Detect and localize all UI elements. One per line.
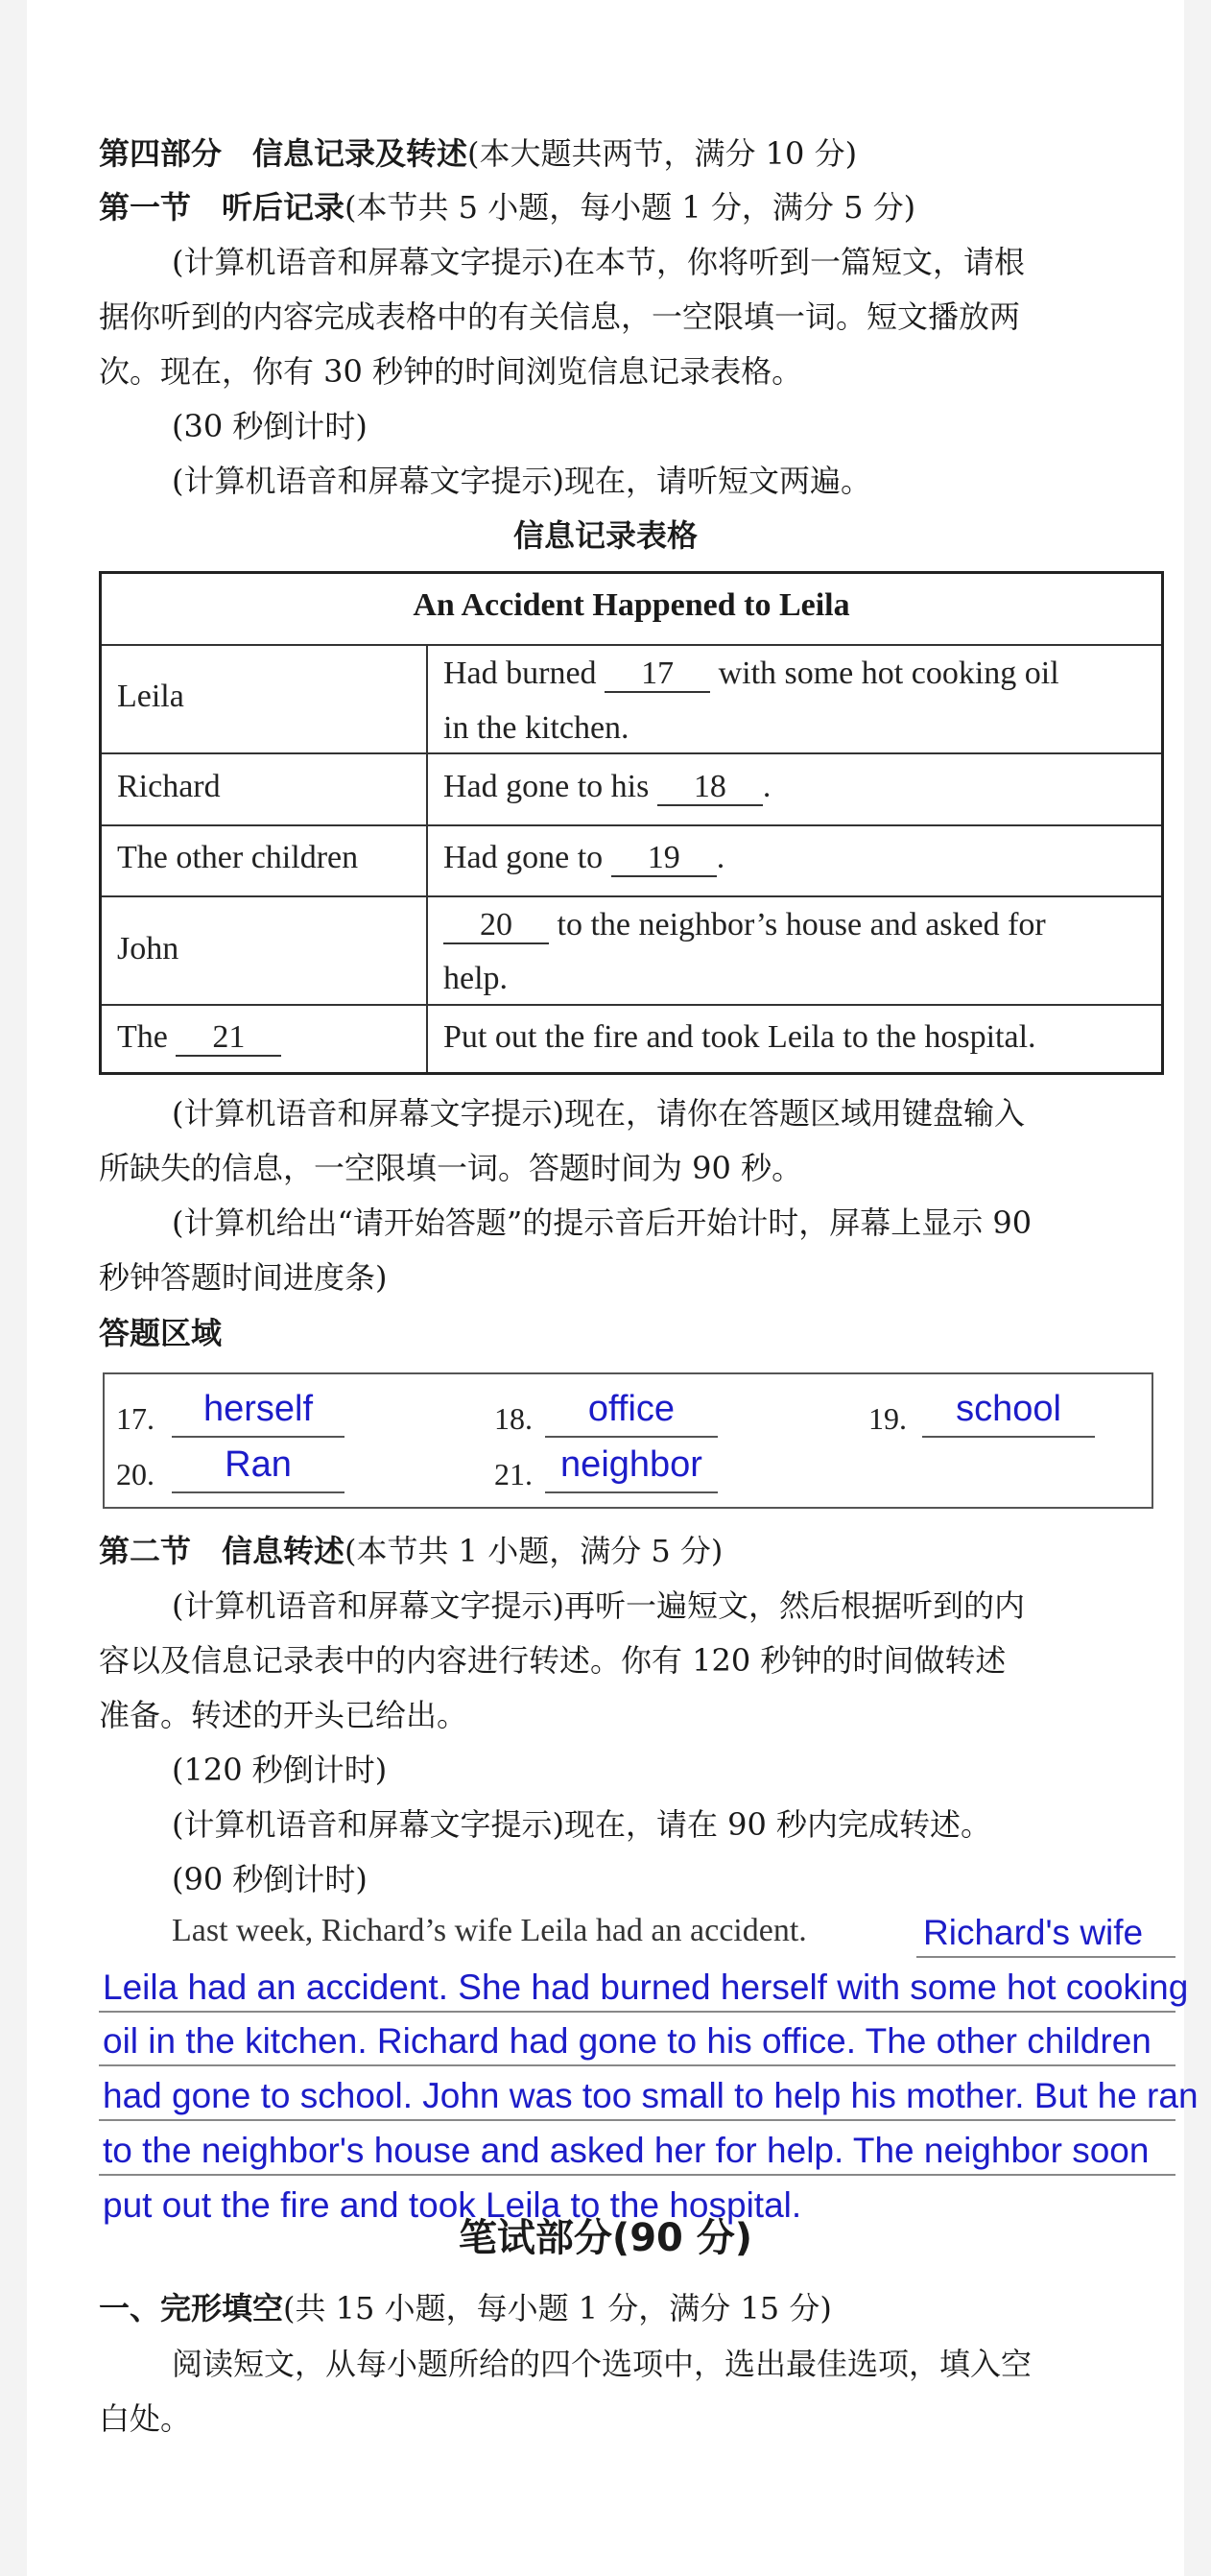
- blank-18: 18: [657, 770, 763, 806]
- section1-intro-line3: 次。现在，你有 30 秒钟的时间浏览信息记录表格。: [99, 353, 803, 390]
- row-content-21: Put out the fire and took Leila to the hospital.: [443, 1019, 1036, 1055]
- row-name-richard: Richard: [117, 769, 221, 804]
- content-text: to the neighbor’s house and asked for: [557, 907, 1046, 942]
- answer-21[interactable]: neighbor: [560, 1444, 702, 1485]
- row-name-leila: Leila: [117, 679, 184, 714]
- writing-rule: [99, 2064, 1175, 2066]
- content-text: Had burned: [443, 656, 597, 691]
- section1-title: 第一节 听后记录: [99, 189, 345, 226]
- part4-title: 第四部分 信息记录及转述: [99, 135, 468, 172]
- table-rule: [102, 895, 1161, 897]
- blank-21: 21: [176, 1020, 281, 1057]
- row-name-21: [117, 1019, 281, 1057]
- section2-line1: (计算机语音和屏幕文字提示)再听一遍短文，然后根据听到的内: [172, 1587, 1025, 1624]
- answer-number: 19.: [868, 1401, 907, 1436]
- answer-area-label: 答题区域: [99, 1315, 223, 1351]
- section1-heading: [99, 188, 915, 227]
- row-name-other-children: The other children: [117, 840, 359, 875]
- section2-line3: 准备。转述的开头已给出。: [99, 1697, 468, 1733]
- table-rule: [102, 824, 1161, 826]
- part4-heading: [99, 134, 857, 173]
- record-table: [99, 571, 1164, 1075]
- retelling-answer-line[interactable]: Leila had an accident. She had burned herself with some hot cooking: [103, 1968, 1189, 2007]
- row-name-john: John: [117, 931, 179, 966]
- writing-rule: [99, 2119, 1175, 2121]
- content-text: Had gone to his: [443, 769, 650, 804]
- cloze-note: (共 15 小题，每小题 1 分，满分 15 分): [283, 2290, 832, 2326]
- blank-20: 20: [443, 908, 549, 944]
- section2-title: 第二节 信息转述: [99, 1533, 345, 1569]
- answer-line: [922, 1436, 1095, 1438]
- answer-line: [172, 1491, 344, 1493]
- retelling-answer-line[interactable]: Richard's wife: [923, 1913, 1144, 1952]
- cloze-instruction-line2: 白处。: [99, 2400, 192, 2437]
- answer-line: [545, 1491, 718, 1493]
- record-table-title: An Accident Happened to Leila: [413, 587, 850, 623]
- answer-number: 17.: [116, 1401, 154, 1436]
- answer-prompt-line4: 秒钟答题时间进度条): [99, 1259, 388, 1296]
- content-text: with some hot cooking oil: [718, 656, 1059, 691]
- content-text: Had gone to: [443, 840, 604, 875]
- blank-17: 17: [605, 656, 710, 693]
- section2-heading: [99, 1532, 723, 1570]
- retelling-given-start: Last week, Richard’s wife Leila had an accident.: [172, 1913, 807, 1948]
- cloze-heading: [99, 2289, 832, 2327]
- answer-18[interactable]: office: [587, 1389, 676, 1429]
- table-column-divider: [426, 644, 428, 1072]
- section1-note: (本节共 5 小题，每小题 1 分，满分 5 分): [344, 189, 916, 226]
- row-content-john-line2: help.: [443, 961, 509, 996]
- row-content-leila: [443, 656, 1059, 693]
- answer-19[interactable]: school: [956, 1389, 1061, 1429]
- row-content-other-children: [443, 840, 724, 877]
- row-content-john: [443, 907, 1046, 944]
- section1-intro-line1: (计算机语音和屏幕文字提示)在本节，你将听到一篇短文，请根: [172, 244, 1025, 280]
- written-part-heading: 笔试部分(90 分): [458, 2216, 753, 2260]
- retelling-answer-line[interactable]: had gone to school. John was too small to help his mother. But he ran: [103, 2076, 1199, 2115]
- content-text: The: [117, 1019, 168, 1055]
- section2-countdown1: (120 秒倒计时): [172, 1752, 388, 1788]
- answer-prompt-line3: (计算机给出“请开始答题”的提示音后开始计时，屏幕上显示 90: [172, 1205, 1033, 1241]
- cloze-title: 一、完形填空: [99, 2290, 284, 2326]
- table-caption: 信息记录表格: [512, 517, 698, 554]
- answer-20[interactable]: Ran: [225, 1444, 292, 1485]
- content-text: .: [762, 769, 772, 804]
- writing-rule: [99, 2174, 1175, 2176]
- content-text: .: [716, 840, 725, 875]
- section2-line2: 容以及信息记录表中的内容进行转述。你有 120 秒钟的时间做转述: [99, 1642, 1007, 1679]
- blank-19: 19: [611, 841, 717, 877]
- section1-listen-prompt: (计算机语音和屏幕文字提示)现在，请听短文两遍。: [172, 463, 871, 499]
- section2-prompt: (计算机语音和屏幕文字提示)现在，请在 90 秒内完成转述。: [172, 1806, 992, 1843]
- section1-countdown: (30 秒倒计时): [172, 408, 368, 444]
- answer-number: 21.: [494, 1457, 533, 1491]
- section2-countdown2: (90 秒倒计时): [172, 1861, 368, 1897]
- answer-17[interactable]: herself: [202, 1389, 314, 1429]
- cloze-instruction-line1: 阅读短文，从每小题所给的四个选项中，选出最佳选项，填入空: [172, 2346, 1033, 2382]
- part4-note: (本大题共两节，满分 10 分): [467, 135, 858, 172]
- row-content-richard: [443, 769, 771, 806]
- answer-box: [103, 1372, 1153, 1509]
- retelling-answer-line[interactable]: put out the fire and took Leila to the hospital.: [103, 2185, 802, 2225]
- answer-prompt-line1: (计算机语音和屏幕文字提示)现在，请你在答题区域用键盘输入: [172, 1095, 1025, 1132]
- answer-line: [172, 1436, 344, 1438]
- answer-line: [545, 1436, 718, 1438]
- retelling-answer-line[interactable]: to the neighbor's house and asked her for help. The neighbor soon: [103, 2131, 1150, 2170]
- table-rule: [102, 644, 1161, 646]
- writing-rule: [916, 1956, 1175, 1958]
- answer-prompt-line2: 所缺失的信息，一空限填一词。答题时间为 90 秒。: [99, 1150, 803, 1186]
- table-rule: [102, 752, 1161, 754]
- answer-number: 20.: [116, 1457, 154, 1491]
- table-rule: [102, 1004, 1161, 1006]
- section1-intro-line2: 据你听到的内容完成表格中的有关信息，一空限填一词。短文播放两: [99, 298, 1021, 335]
- retelling-answer-line[interactable]: oil in the kitchen. Richard had gone to his office. The other children: [103, 2021, 1152, 2061]
- section2-note: (本节共 1 小题，满分 5 分): [344, 1533, 724, 1569]
- writing-rule: [99, 2011, 1175, 2013]
- answer-number: 18.: [494, 1401, 533, 1436]
- row-content-leila-line2: in the kitchen.: [443, 710, 629, 746]
